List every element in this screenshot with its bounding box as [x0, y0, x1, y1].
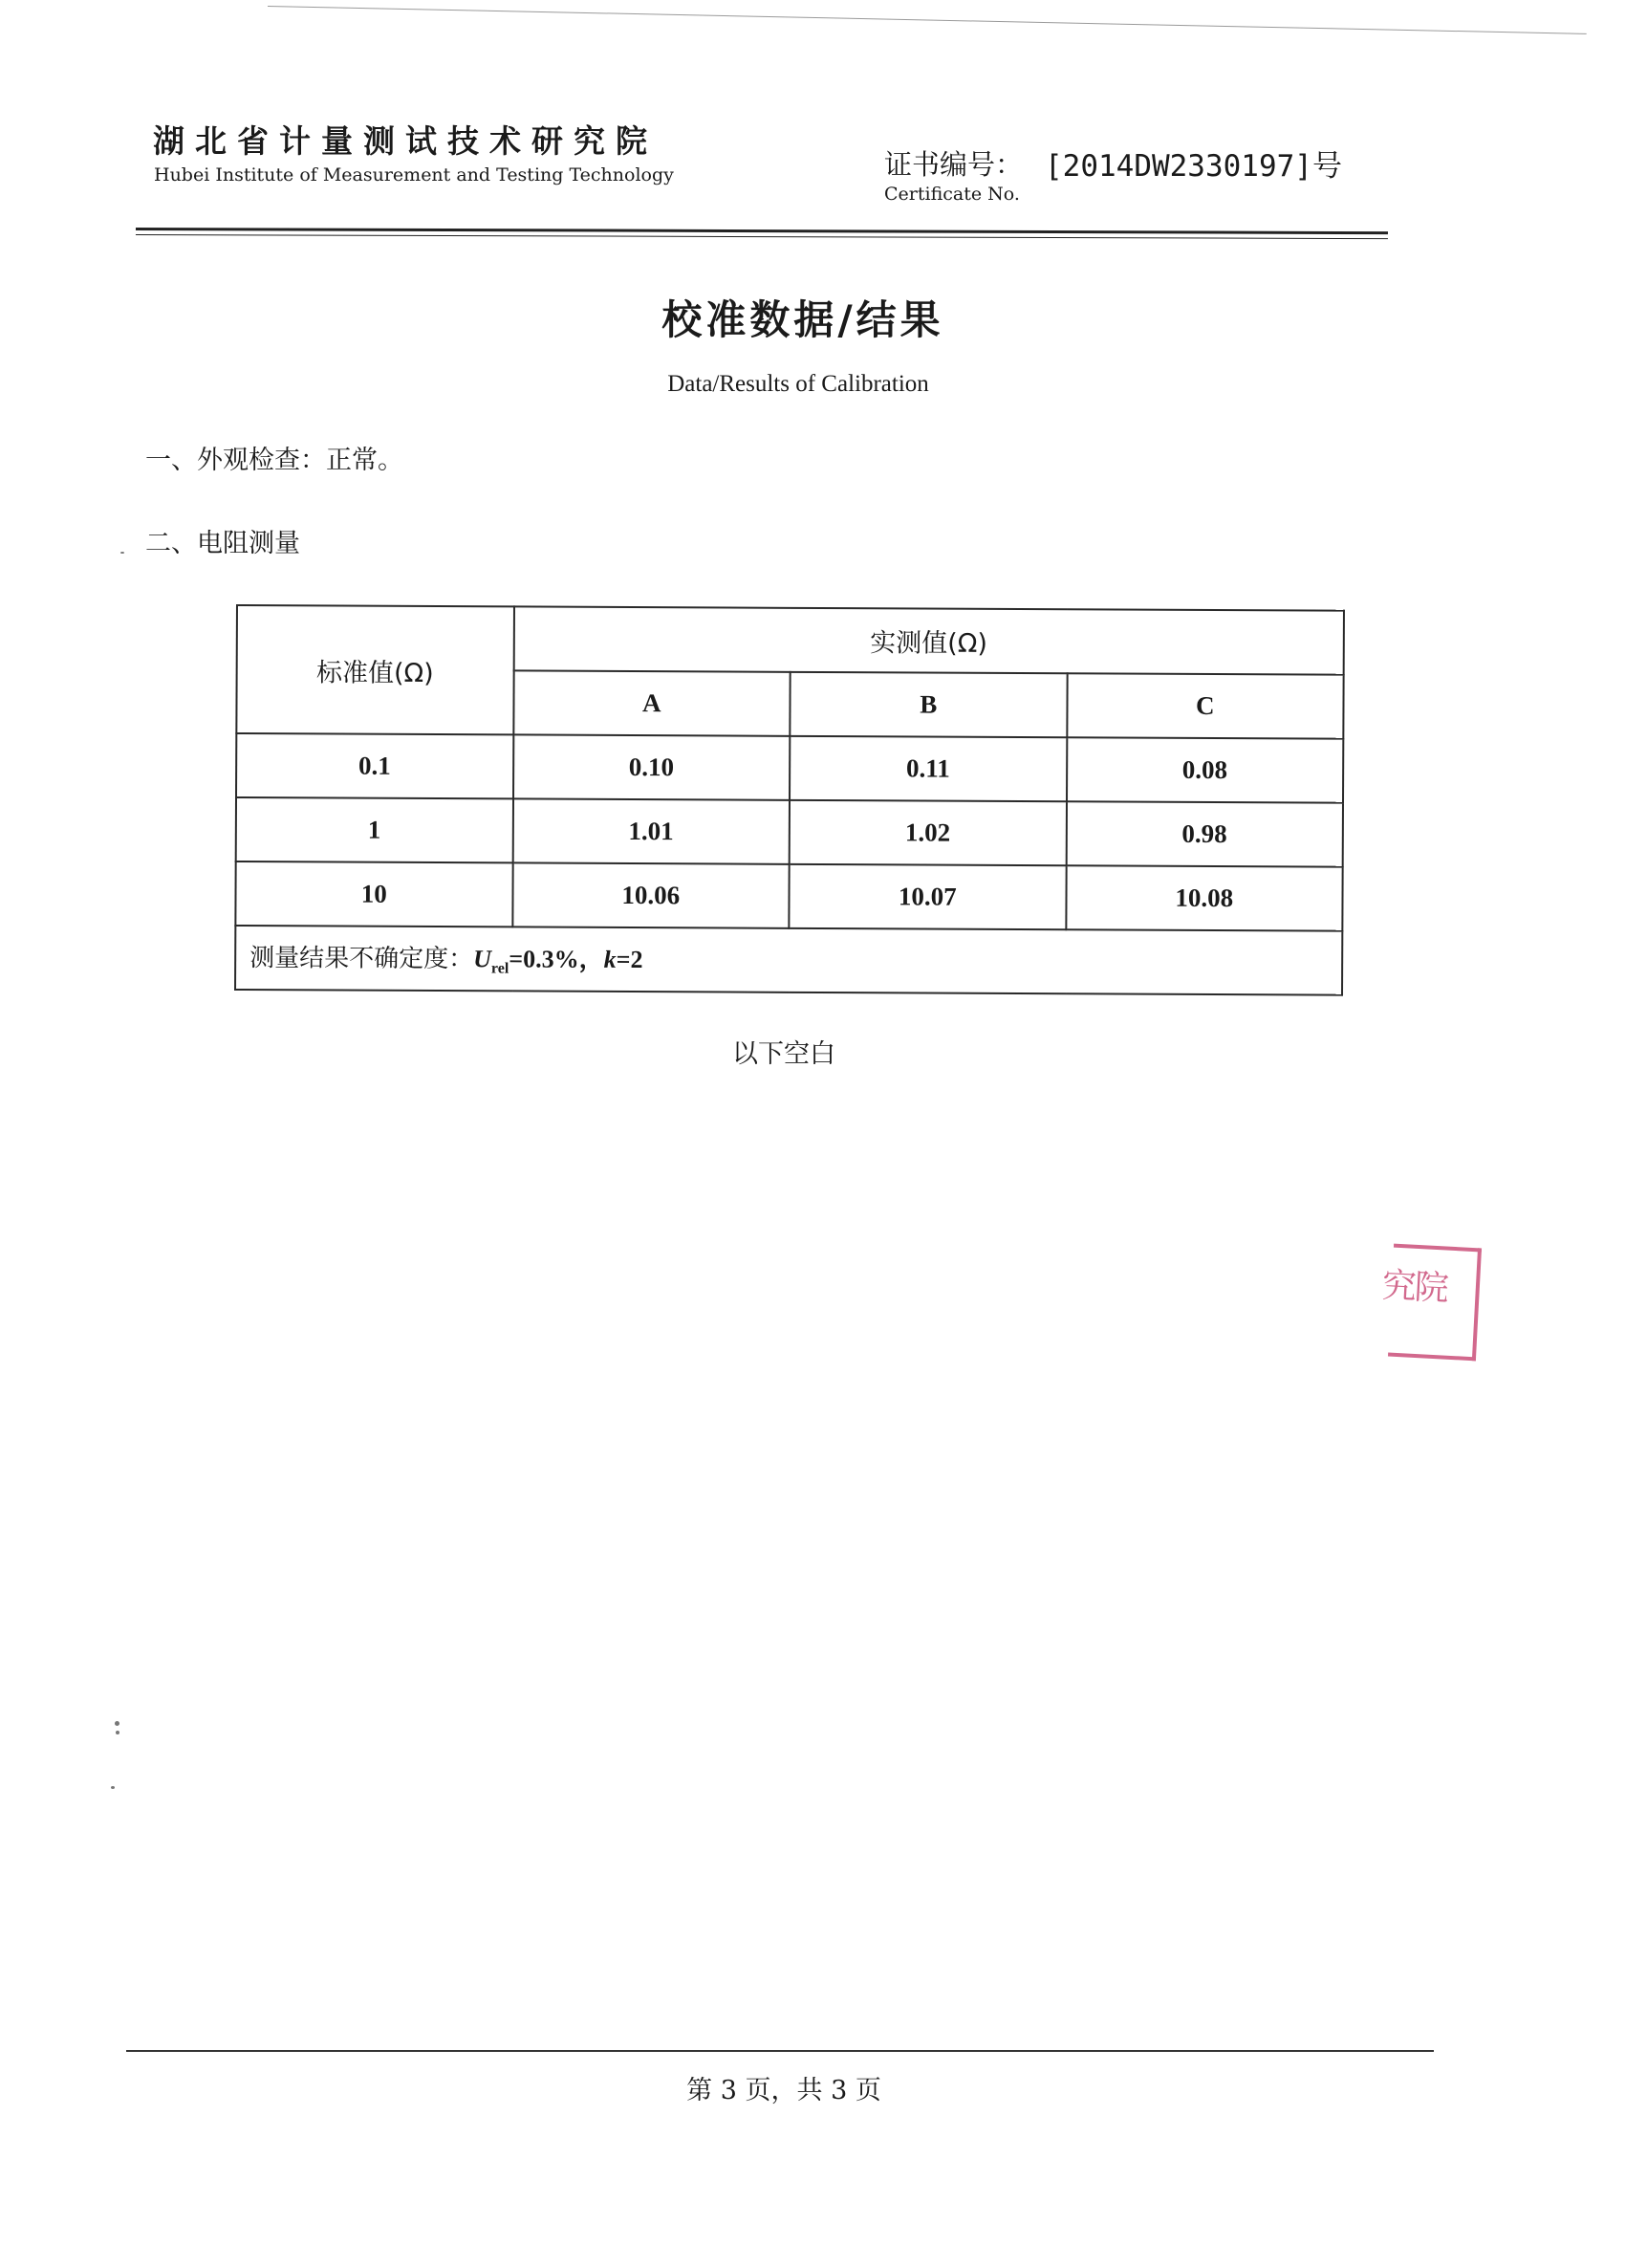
standard-cell: 1: [236, 797, 513, 862]
uncertainty-value: =0.3%，: [509, 945, 604, 974]
section-resistance-measurement: 二、电阻测量: [145, 529, 300, 558]
scan-speck: [115, 1721, 119, 1726]
uncertainty-note: [235, 926, 1342, 995]
page-number: 第 3 页，共 3 页: [686, 2076, 881, 2105]
official-seal-stamp: [1380, 1244, 1482, 1362]
table-row: [236, 797, 1343, 867]
institute-name-cn: 湖北省计量测试技术研究院: [153, 122, 658, 160]
table-row: [235, 861, 1342, 931]
measured-cell-a: 0.10: [513, 734, 791, 799]
footer-divider: [126, 2050, 1434, 2052]
measured-cell-b: 10.07: [789, 864, 1066, 929]
page-title-en: Data/Results of Calibration: [667, 371, 929, 397]
certificate-label-cn: 证书编号：: [884, 148, 1024, 181]
measured-cell-c: 10.08: [1066, 865, 1343, 930]
page-title-cn: 校准数据/结果: [661, 296, 944, 343]
certificate-number: [2014DW2330197]号: [1045, 149, 1342, 184]
standard-cell: 0.1: [236, 733, 513, 798]
measured-cell-c: 0.08: [1067, 737, 1344, 802]
scan-speck: [120, 552, 124, 554]
table-row: [236, 733, 1343, 803]
institute-name-en: Hubei Institute of Measurement and Testing Technology: [154, 164, 674, 185]
uncertainty-label: 测量结果不确定度：: [249, 944, 474, 974]
section-appearance-check: 一、外观检查：正常。: [145, 446, 403, 475]
column-header-c: C: [1067, 673, 1344, 738]
column-header-a: A: [513, 670, 791, 735]
measured-cell-b: 0.11: [790, 736, 1067, 801]
standard-cell: 10: [235, 861, 512, 927]
blank-below-note: 以下空白: [732, 1039, 835, 1069]
scan-speck: [116, 1731, 119, 1734]
coverage-factor-value: =2: [616, 946, 643, 974]
measured-cell-a: 10.06: [512, 862, 790, 927]
measured-value-header: 实测值(Ω): [513, 606, 1344, 674]
measured-cell-a: 1.01: [512, 798, 790, 863]
seal-text: 究院: [1380, 1266, 1448, 1309]
header-divider: [136, 228, 1388, 239]
measured-cell-c: 0.98: [1066, 801, 1343, 866]
coverage-factor-symbol: k: [603, 946, 617, 974]
certificate-label-en: Certificate No.: [884, 184, 1020, 205]
calibration-table: [234, 604, 1345, 996]
scan-speck: [111, 1786, 115, 1789]
measured-cell-b: 1.02: [790, 800, 1067, 865]
scan-edge-line: [268, 6, 1587, 34]
uncertainty-subscript: rel: [490, 960, 509, 977]
standard-value-header: 标准值(Ω): [236, 605, 513, 734]
uncertainty-symbol: U: [473, 945, 492, 973]
column-header-b: B: [790, 672, 1067, 737]
